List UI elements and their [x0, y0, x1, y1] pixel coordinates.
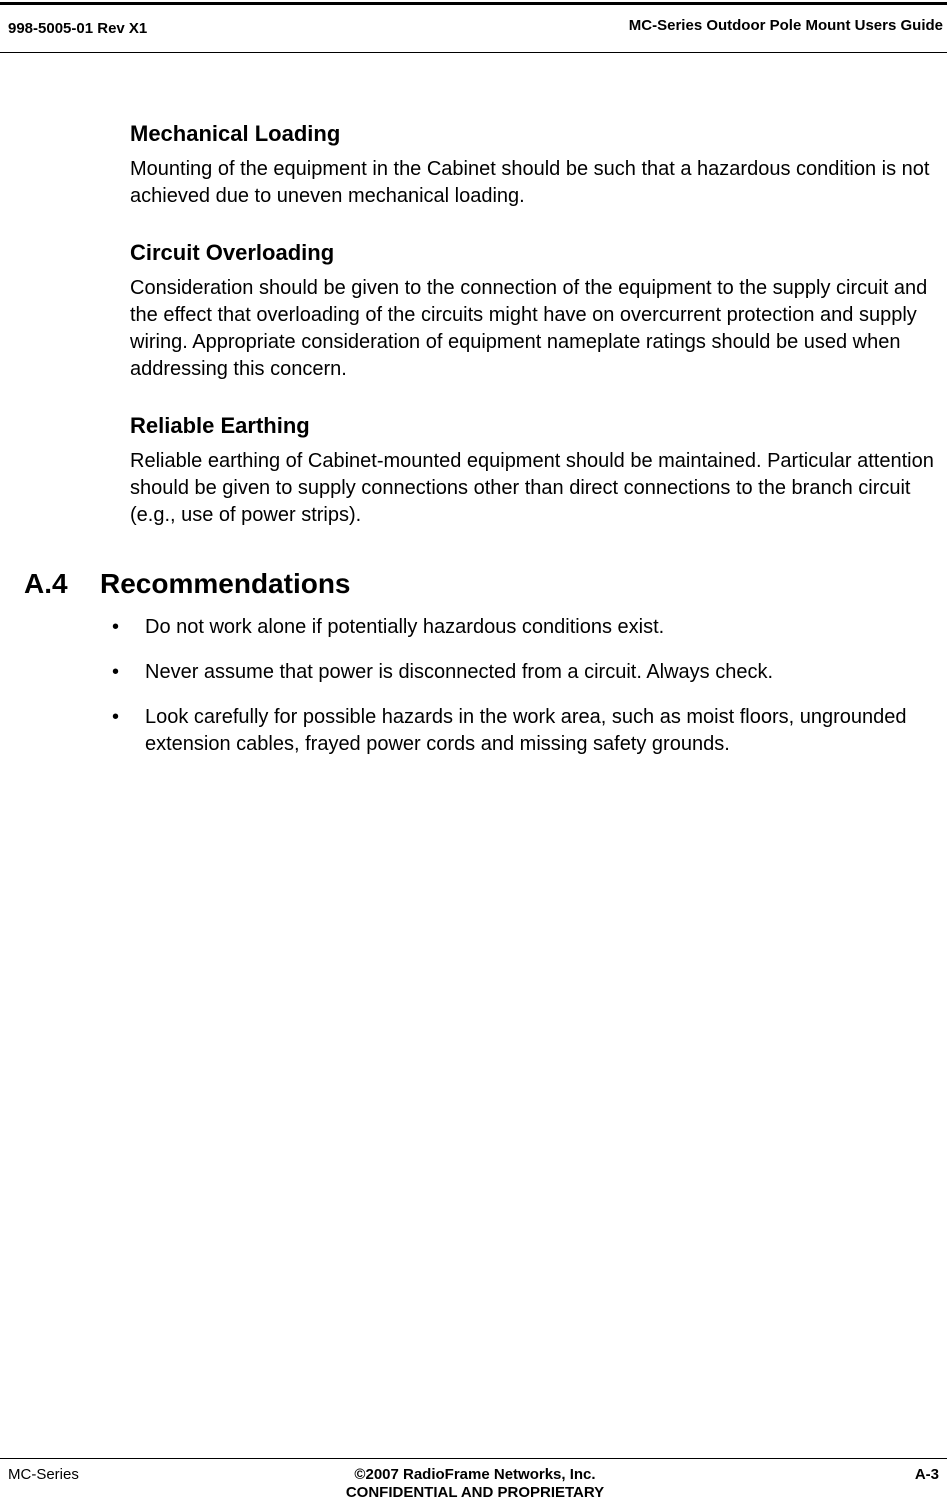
- header-doc-number: 998-5005-01 Rev X1: [8, 20, 148, 37]
- section-body-reliable-earthing: Reliable earthing of Cabinet-mounted equipment should be maintained. Particular attention should be given to supply connections other than direct connections to the branch circuit (e.g., use of power strips).: [130, 450, 934, 526]
- footer-divider: [0, 1458, 947, 1459]
- recommendations-title: Recommendations: [100, 568, 351, 599]
- section-heading-reliable-earthing: Reliable Earthing: [130, 413, 310, 438]
- bullet-icon: •: [112, 616, 120, 638]
- recommendations-list: [112, 614, 942, 776]
- recommendations-heading: [24, 568, 351, 600]
- list-item-text: Look carefully for possible hazards in the work area, such as moist floors, ungrounded extension cables, frayed power cords and missing safety grounds.: [145, 706, 907, 755]
- bullet-icon: •: [112, 661, 120, 683]
- bullet-icon: •: [112, 706, 120, 728]
- list-item: [112, 704, 942, 758]
- header-divider: [0, 52, 947, 53]
- header-guide-title: MC-Series Outdoor Pole Mount Users Guide: [628, 17, 943, 34]
- recommendations-number: A.4: [24, 568, 68, 599]
- footer-product: MC-Series: [8, 1466, 79, 1483]
- list-item: [112, 659, 942, 686]
- footer-copyright-block: [290, 1466, 660, 1502]
- footer-copyright: ©2007 RadioFrame Networks, Inc.: [354, 1466, 596, 1483]
- section-body-mechanical-loading: Mounting of the equipment in the Cabinet should be such that a hazardous condition is not achieved due to uneven mechanical loading.: [130, 158, 930, 207]
- list-item: [112, 614, 942, 641]
- list-item-text: Do not work alone if potentially hazardous conditions exist.: [145, 616, 665, 638]
- header-top-rule: [0, 2, 947, 5]
- section-heading-circuit-overloading: Circuit Overloading: [130, 240, 335, 265]
- footer-confidential: CONFIDENTIAL AND PROPRIETARY: [345, 1484, 605, 1501]
- footer-page-number: A-3: [914, 1466, 939, 1483]
- section-heading-mechanical-loading: Mechanical Loading: [130, 121, 341, 146]
- main-content: [130, 120, 942, 558]
- list-item-text: Never assume that power is disconnected from a circuit. Always check.: [145, 661, 774, 683]
- section-body-circuit-overloading: Consideration should be given to the connection of the equipment to the supply circuit and the effect that overloading of the circuits might have on overcurrent protection and supply wiring. Appropriate consideration of equipment nameplate ratings should be used when addressing this concern.: [130, 277, 928, 380]
